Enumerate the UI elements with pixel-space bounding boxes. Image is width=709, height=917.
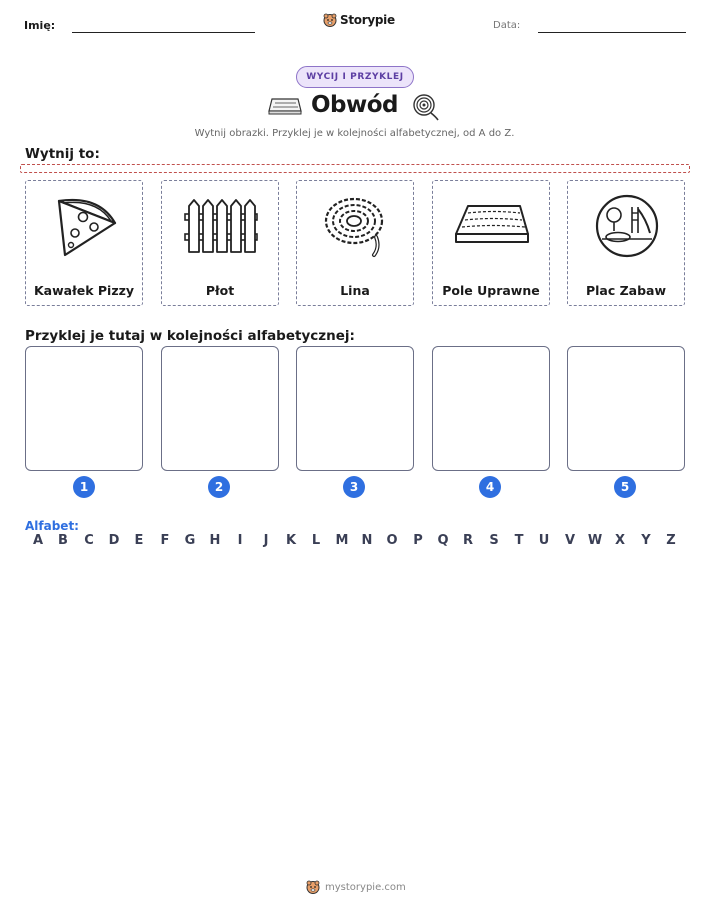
alphabet-label: Alfabet: xyxy=(25,519,79,533)
alphabet-letter: I xyxy=(237,533,243,548)
alphabet-letter: A xyxy=(32,533,44,548)
footer-url: mystorypie.com xyxy=(325,881,406,893)
card-label: Lina xyxy=(340,283,370,298)
alphabet-letter: O xyxy=(386,533,398,548)
alphabet-letter: S xyxy=(489,533,499,548)
alphabet-letter: P xyxy=(413,533,423,548)
paste-section-heading: Przyklej je tutaj w kolejności alfabetycznej: xyxy=(25,328,355,344)
paste-slot[interactable] xyxy=(567,346,685,471)
slot-number-badge: 4 xyxy=(479,476,501,498)
alphabet-letter: T xyxy=(514,533,524,548)
paste-slot[interactable] xyxy=(161,346,279,471)
card-label: Plac Zabaw xyxy=(585,283,667,298)
playground-icon xyxy=(594,193,660,259)
brand-logo xyxy=(323,13,395,27)
alphabet-letter: E xyxy=(134,533,144,548)
slot-number-badge: 1 xyxy=(73,476,95,498)
cut-section-heading: Wytnij to: xyxy=(25,146,100,162)
paste-slots xyxy=(25,346,685,496)
alphabet-letter: L xyxy=(311,533,321,548)
rope-icon xyxy=(411,93,439,121)
date-label: Data: xyxy=(493,20,521,31)
alphabet-letter: K xyxy=(285,533,297,548)
card-label: Płot xyxy=(205,283,235,298)
cut-card[interactable] xyxy=(161,180,279,306)
rope-icon xyxy=(320,193,392,259)
alphabet-letter: Q xyxy=(437,533,449,548)
paste-slot[interactable] xyxy=(432,346,550,471)
alphabet-letter: J xyxy=(263,533,269,548)
alphabet-letter: W xyxy=(587,533,603,548)
alphabet-letter: X xyxy=(614,533,626,548)
paste-slot[interactable] xyxy=(296,346,414,471)
alphabet-letter: D xyxy=(108,533,120,548)
date-field-line[interactable] xyxy=(538,32,686,33)
cut-card[interactable] xyxy=(25,180,143,306)
slot-number-badge: 5 xyxy=(614,476,636,498)
alphabet-row xyxy=(25,533,685,551)
alphabet-letter: C xyxy=(84,533,94,548)
alphabet-letter: B xyxy=(58,533,68,548)
footer xyxy=(306,880,406,894)
brand-name: Storypie xyxy=(340,13,395,27)
slot-number-badge: 2 xyxy=(208,476,230,498)
cut-line xyxy=(20,164,690,173)
fence-icon xyxy=(183,196,259,256)
slot-number-badge: 3 xyxy=(343,476,365,498)
activity-badge: WYCIJ I PRZYKLEJ xyxy=(296,66,414,88)
cut-cards xyxy=(25,180,685,306)
cut-card[interactable] xyxy=(567,180,685,306)
alphabet-letter: N xyxy=(361,533,373,548)
alphabet-letter: F xyxy=(160,533,170,548)
alphabet-letter: G xyxy=(184,533,196,548)
farm-field-icon xyxy=(454,200,530,252)
alphabet-letter: Y xyxy=(641,533,651,548)
alphabet-letter: R xyxy=(462,533,473,548)
page-title: Obwód xyxy=(310,92,399,118)
cut-card[interactable] xyxy=(296,180,414,306)
name-label: Imię: xyxy=(24,19,56,32)
paste-slot[interactable] xyxy=(25,346,143,471)
alphabet-letter: H xyxy=(209,533,221,548)
instructions: Wytnij obrazki. Przyklej je w kolejności alfabetycznej, od A do Z. xyxy=(194,128,515,139)
alphabet-letter: V xyxy=(564,533,576,548)
alphabet-letter: Z xyxy=(666,533,676,548)
card-label: Pole Uprawne xyxy=(442,283,540,298)
storypie-mascot-icon xyxy=(323,13,337,27)
alphabet-letter: U xyxy=(538,533,550,548)
pizza-slice-icon xyxy=(49,193,121,259)
alphabet-letter: M xyxy=(335,533,349,548)
storypie-mascot-icon xyxy=(306,880,320,894)
name-field-line[interactable] xyxy=(72,32,255,33)
cut-card[interactable] xyxy=(432,180,550,306)
card-label: Kawałek Pizzy xyxy=(33,283,135,298)
